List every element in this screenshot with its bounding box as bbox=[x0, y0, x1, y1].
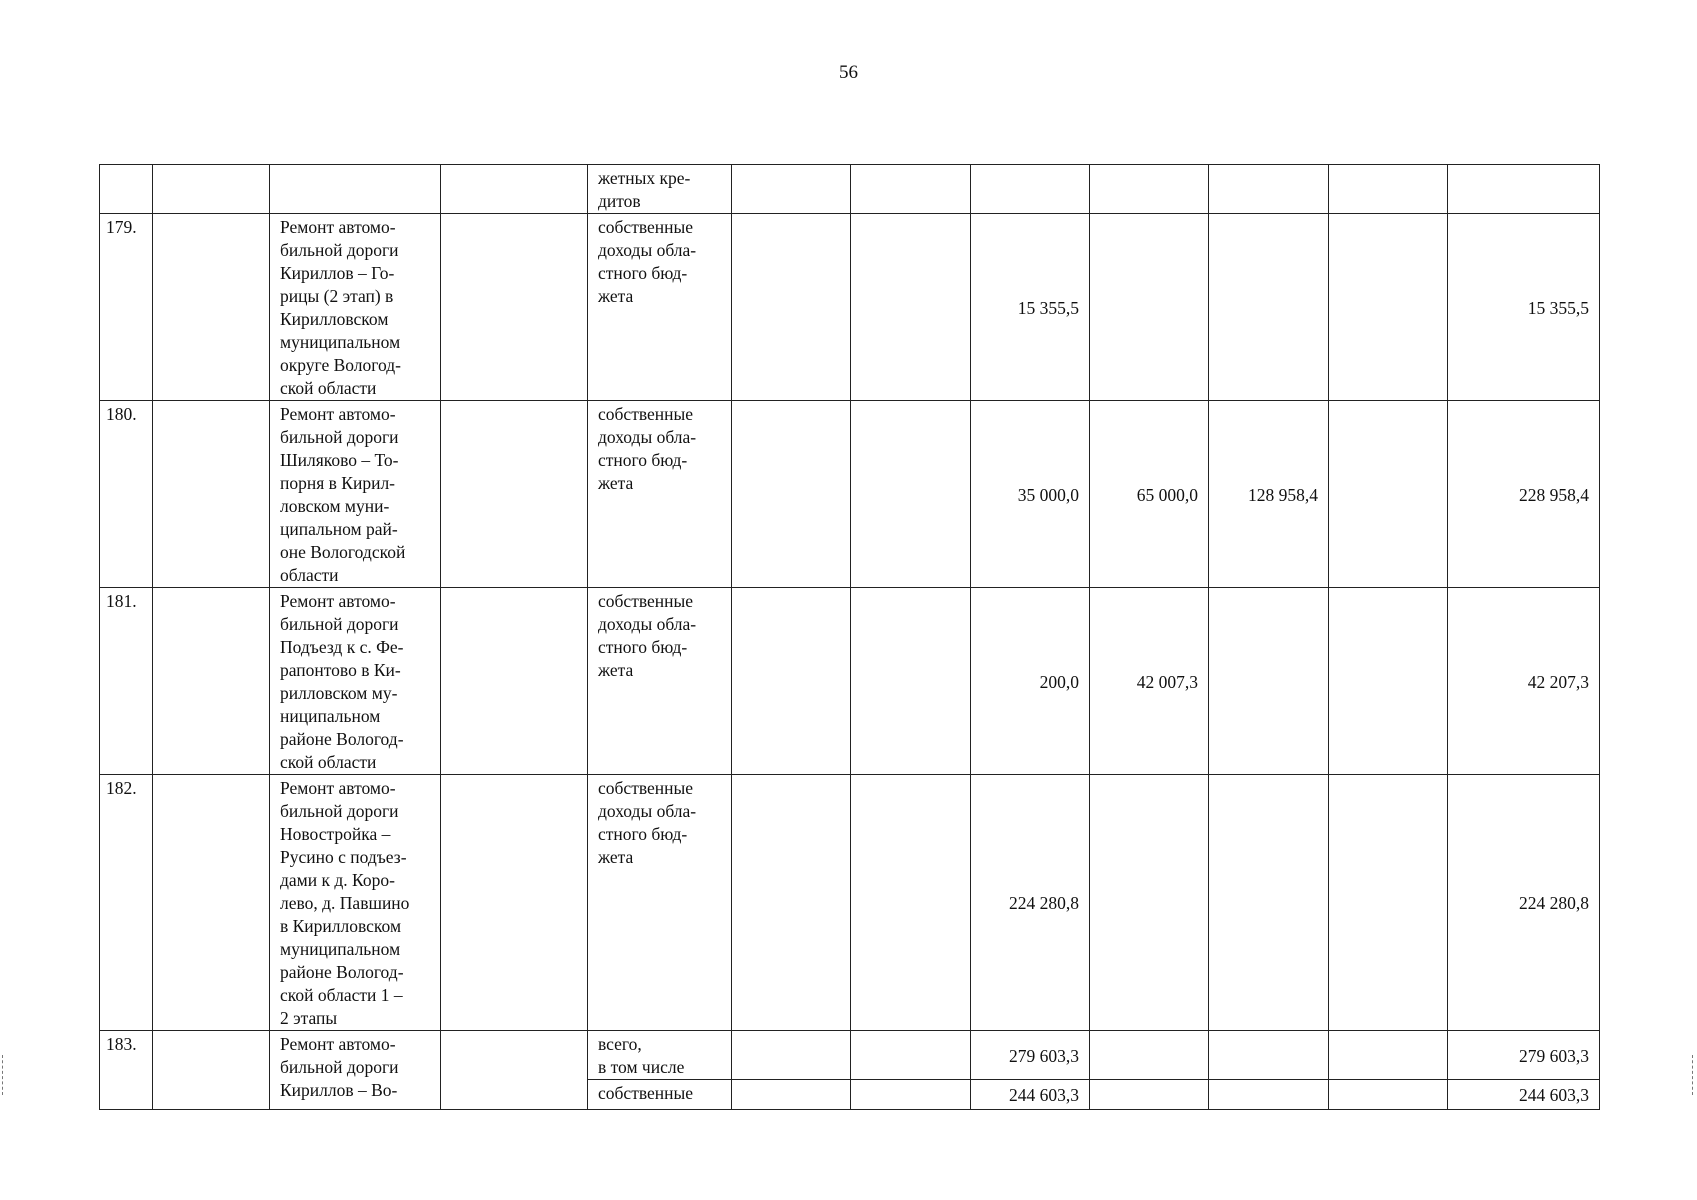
amount-year-1: 15 355,5 bbox=[971, 214, 1090, 401]
amount-total: 244 603,3 bbox=[1448, 1080, 1600, 1110]
amount-year-1: 279 603,3 bbox=[971, 1031, 1090, 1080]
amount-year-3: 128 958,4 bbox=[1209, 401, 1329, 588]
budget-table bbox=[99, 164, 1600, 1110]
amount-year-2: 42 007,3 bbox=[1090, 588, 1209, 775]
amount-year-4 bbox=[1329, 588, 1448, 775]
amount-year-4 bbox=[1329, 401, 1448, 588]
amount-year-1: 224 280,8 bbox=[971, 775, 1090, 1031]
object-name: Ремонт автомо- бильной дороги Подъезд к с. Фе- рапонтово в Ки- рилловском му- ниципальном районе Вологод- ской области bbox=[280, 591, 404, 772]
row-number: 180. bbox=[100, 401, 153, 588]
amount-year-3 bbox=[1209, 214, 1329, 401]
row-number: 182. bbox=[100, 775, 153, 1031]
amount-year-2 bbox=[1090, 775, 1209, 1031]
object-name: Ремонт автомо- бильной дороги Кириллов – Во- bbox=[280, 1034, 399, 1100]
table-row-180 bbox=[100, 401, 1600, 588]
amount-total: 42 207,3 bbox=[1448, 588, 1600, 775]
table-row-179 bbox=[100, 214, 1600, 401]
funding-source: всего, в том числе bbox=[598, 1034, 685, 1077]
funding-source: собственные доходы обла- стного бюд- жета bbox=[598, 591, 697, 680]
amount-year-3 bbox=[1209, 775, 1329, 1031]
source-cell: жетных кре- дитов bbox=[598, 168, 691, 211]
funding-source: собственные доходы обла- стного бюд- жета bbox=[598, 217, 697, 306]
funding-source: собственные bbox=[598, 1083, 694, 1103]
object-name: Ремонт автомо- бильной дороги Шиляково – То- порня в Кирил- ловском муни- ципальном рай- оне Вологодской области bbox=[280, 404, 406, 585]
amount-year-1: 35 000,0 bbox=[971, 401, 1090, 588]
scan-edge-mark-left bbox=[2, 1055, 5, 1095]
amount-year-2 bbox=[1090, 214, 1209, 401]
table-row-182 bbox=[100, 775, 1600, 1031]
table-row-continuation bbox=[100, 165, 1600, 214]
row-number: 181. bbox=[100, 588, 153, 775]
page-number: 56 bbox=[839, 62, 858, 83]
funding-source: собственные доходы обла- стного бюд- жета bbox=[598, 778, 697, 867]
amount-year-4 bbox=[1329, 775, 1448, 1031]
amount-year-1: 244 603,3 bbox=[971, 1080, 1090, 1110]
amount-year-3 bbox=[1209, 588, 1329, 775]
row-number: 179. bbox=[100, 214, 153, 401]
table-row-183 bbox=[100, 1031, 1600, 1080]
object-name: Ремонт автомо- бильной дороги Кириллов – Го- рицы (2 этап) в Кирилловском муниципальном округе Вологод- ской области bbox=[280, 217, 402, 398]
amount-year-4 bbox=[1329, 214, 1448, 401]
amount-total: 279 603,3 bbox=[1448, 1031, 1600, 1080]
amount-year-1: 200,0 bbox=[971, 588, 1090, 775]
row-number: 183. bbox=[100, 1031, 153, 1110]
amount-total: 15 355,5 bbox=[1448, 214, 1600, 401]
amount-year-2: 65 000,0 bbox=[1090, 401, 1209, 588]
scan-edge-mark-right bbox=[1692, 1055, 1695, 1095]
object-name: Ремонт автомо- бильной дороги Новостройка – Русино с подъез- дами к д. Коро- лево, д. Павшино в Кирилловском муниципальном районе Вологод- ской области 1 – 2 этапы bbox=[280, 778, 410, 1028]
table-row-181 bbox=[100, 588, 1600, 775]
amount-total: 224 280,8 bbox=[1448, 775, 1600, 1031]
amount-total: 228 958,4 bbox=[1448, 401, 1600, 588]
funding-source: собственные доходы обла- стного бюд- жета bbox=[598, 404, 697, 493]
